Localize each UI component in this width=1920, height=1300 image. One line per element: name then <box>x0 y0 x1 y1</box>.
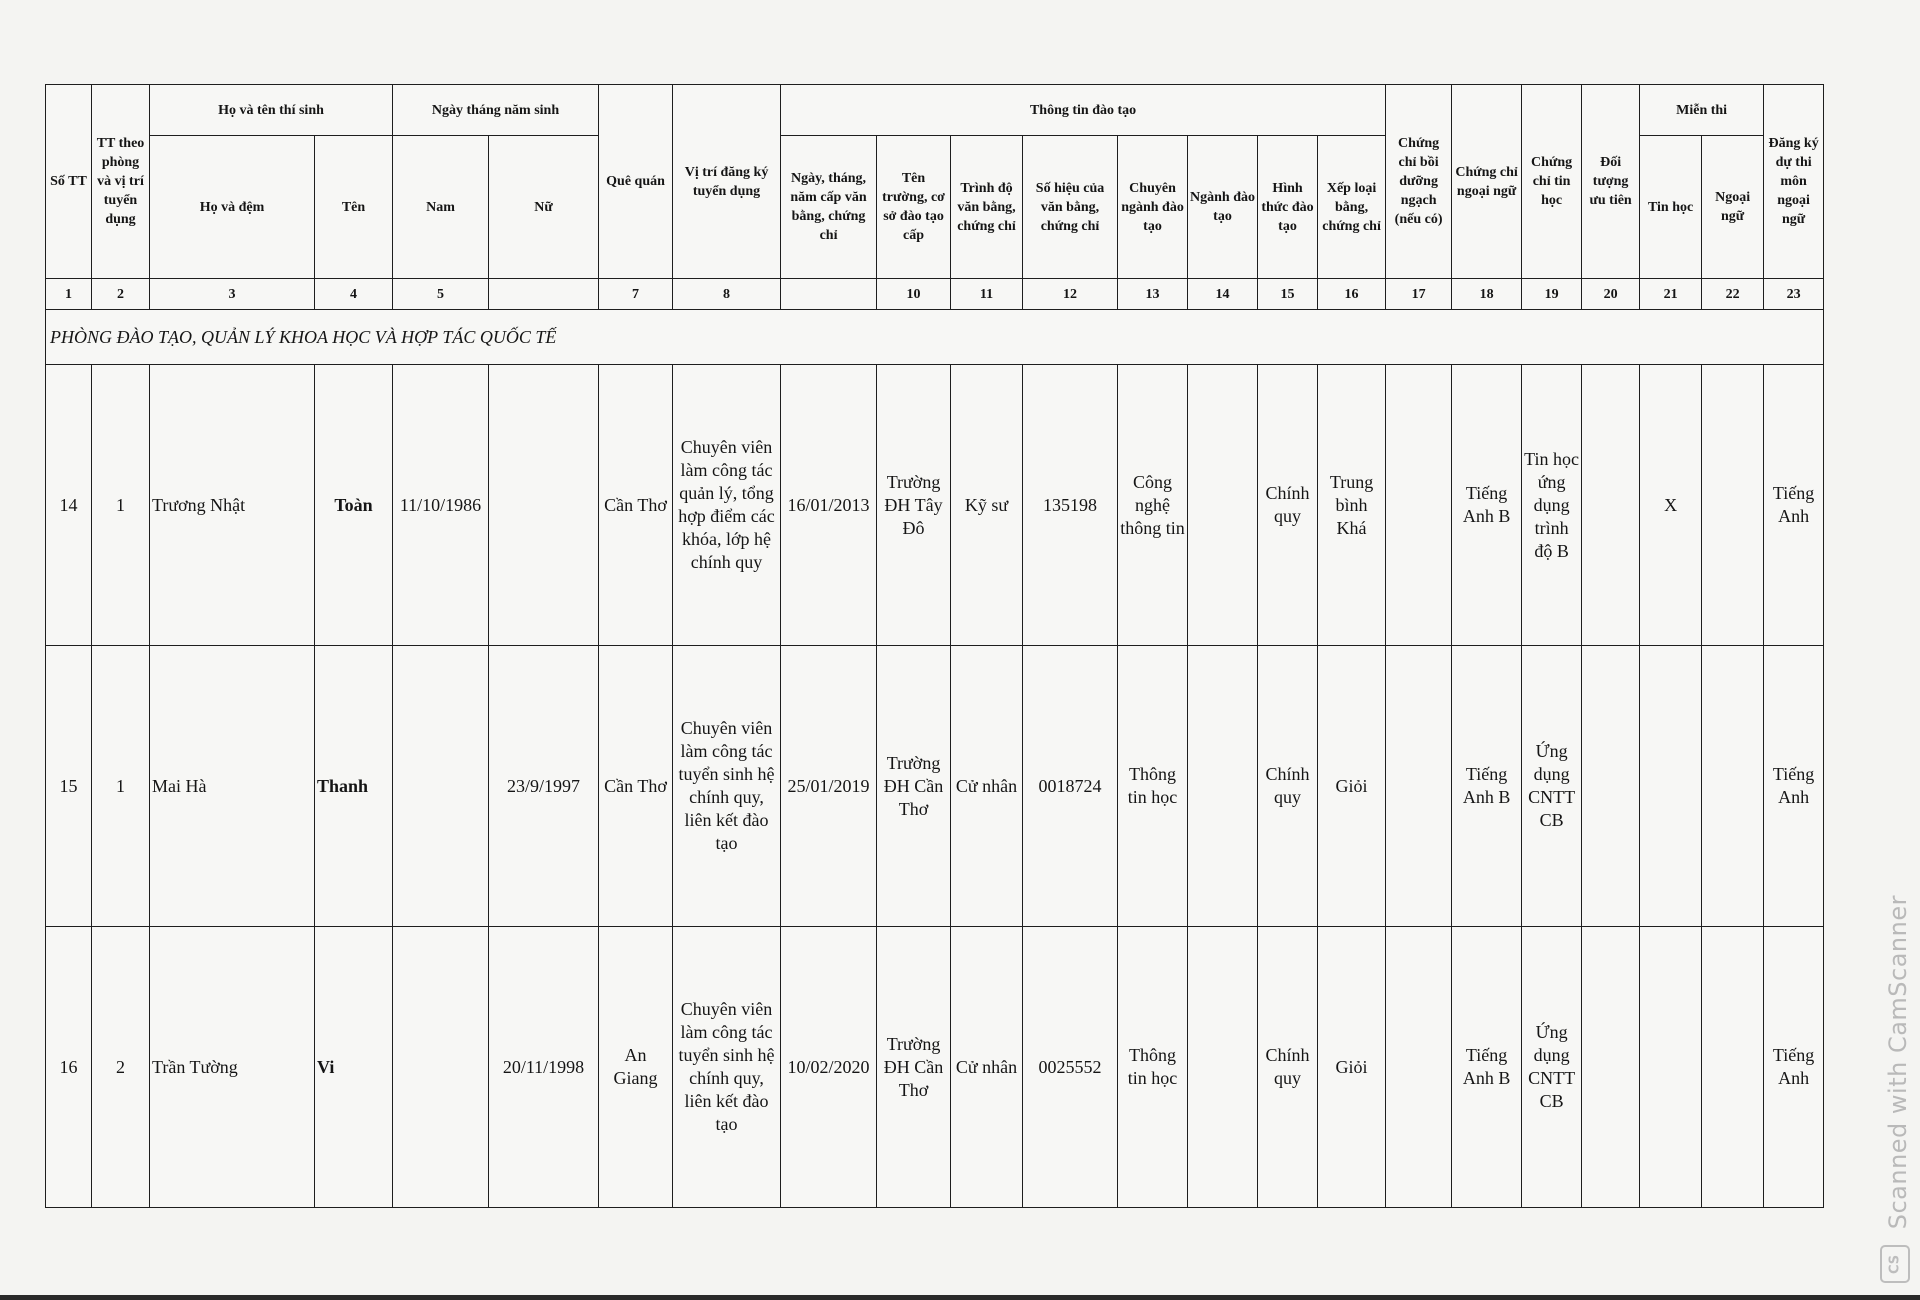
cell-ten-truong: Trường ĐH Cần Thơ <box>877 927 951 1208</box>
cell-so-hieu: 135198 <box>1023 365 1118 646</box>
cell-cc-boi-duong <box>1386 646 1452 927</box>
cell-hinh-thuc: Chính quy <box>1258 927 1318 1208</box>
cell-doi-tuong <box>1582 646 1640 927</box>
cell-mt-ngoai-ngu <box>1702 365 1764 646</box>
cell-que-quan: Cần Thơ <box>599 365 673 646</box>
cell-doi-tuong <box>1582 365 1640 646</box>
column-number: 20 <box>1582 279 1640 310</box>
column-number <box>781 279 877 310</box>
header-dang-ky: Đăng ký dự thi môn ngoại ngữ <box>1764 85 1824 279</box>
cell-cc-tin-hoc: Ứng dụng CNTT CB <box>1522 927 1582 1208</box>
cell-trinh-do: Cử nhân <box>951 927 1023 1208</box>
camscanner-watermark: Scanned with CamScanner <box>1884 895 1912 1230</box>
cell-nganh <box>1188 646 1258 927</box>
cell-cc-ngoai-ngu: Tiếng Anh B <box>1452 365 1522 646</box>
cell-so-tt: 15 <box>46 646 92 927</box>
cell-cc-boi-duong <box>1386 365 1452 646</box>
cell-ngay-cap: 10/02/2020 <box>781 927 877 1208</box>
header-so-tt: Số TT <box>46 85 92 279</box>
cell-nam <box>393 646 489 927</box>
cell-xep-loai: Giỏi <box>1318 646 1386 927</box>
cell-so-hieu: 0025552 <box>1023 927 1118 1208</box>
cell-nam: 11/10/1986 <box>393 365 489 646</box>
header-que-quan: Quê quán <box>599 85 673 279</box>
cell-ngay-cap: 16/01/2013 <box>781 365 877 646</box>
cell-trinh-do: Cử nhân <box>951 646 1023 927</box>
cell-cc-ngoai-ngu: Tiếng Anh B <box>1452 927 1522 1208</box>
table-row <box>46 365 1824 646</box>
cell-mt-tin-hoc <box>1640 927 1702 1208</box>
cell-nu <box>489 365 599 646</box>
column-number: 12 <box>1023 279 1118 310</box>
cell-nam <box>393 927 489 1208</box>
cell-so-hieu: 0018724 <box>1023 646 1118 927</box>
header-nam: Nam <box>393 136 489 279</box>
header-ten-truong: Tên trường, cơ sở đào tạo cấp <box>877 136 951 279</box>
cell-so-tt: 16 <box>46 927 92 1208</box>
cell-ten: Thanh <box>315 646 393 927</box>
cell-chuyen-nganh: Thông tin học <box>1118 646 1188 927</box>
camscanner-logo-icon: CS <box>1880 1245 1910 1283</box>
column-number: 18 <box>1452 279 1522 310</box>
header-tt-theo: TT theo phòng và vị trí tuyển dụng <box>92 85 150 279</box>
cell-so-tt: 14 <box>46 365 92 646</box>
header-so-hieu: Số hiệu của văn bằng, chứng chỉ <box>1023 136 1118 279</box>
cell-vi-tri: Chuyên viên làm công tác tuyển sinh hệ chính quy, liên kết đào tạo <box>673 927 781 1208</box>
cell-nu: 23/9/1997 <box>489 646 599 927</box>
scan-edge-divider <box>0 1295 1920 1300</box>
cell-ho-dem: Trần Tường <box>150 927 315 1208</box>
cell-que-quan: An Giang <box>599 927 673 1208</box>
column-number: 15 <box>1258 279 1318 310</box>
cell-nganh <box>1188 365 1258 646</box>
cell-cc-boi-duong <box>1386 927 1452 1208</box>
header-ho-ten-group: Họ và tên thí sinh <box>150 85 393 136</box>
cell-mt-ngoai-ngu <box>1702 927 1764 1208</box>
header-trinh-do: Trình độ văn bằng, chứng chỉ <box>951 136 1023 279</box>
column-number: 14 <box>1188 279 1258 310</box>
cell-nu: 20/11/1998 <box>489 927 599 1208</box>
column-number: 21 <box>1640 279 1702 310</box>
header-xep-loai: Xếp loại bằng, chứng chỉ <box>1318 136 1386 279</box>
header-nu: Nữ <box>489 136 599 279</box>
column-number: 11 <box>951 279 1023 310</box>
cell-mt-tin-hoc <box>1640 646 1702 927</box>
header-cc-boi-duong: Chứng chỉ bồi dưỡng ngạch (nếu có) <box>1386 85 1452 279</box>
cell-doi-tuong <box>1582 927 1640 1208</box>
header-mien-thi: Miễn thi <box>1640 85 1764 136</box>
header-vi-tri: Vị trí đăng ký tuyển dụng <box>673 85 781 279</box>
column-number: 8 <box>673 279 781 310</box>
column-number: 2 <box>92 279 150 310</box>
section-title: PHÒNG ĐÀO TẠO, QUẢN LÝ KHOA HỌC VÀ HỢP TÁC QUỐC TẾ <box>46 310 1824 365</box>
header-ngay-sinh-group: Ngày tháng năm sinh <box>393 85 599 136</box>
header-mt-ngoai-ngu: Ngoại ngữ <box>1702 136 1764 279</box>
table-header <box>46 85 1824 310</box>
cell-cc-tin-hoc: Tin học ứng dụng trình độ B <box>1522 365 1582 646</box>
cell-vi-tri: Chuyên viên làm công tác tuyển sinh hệ chính quy, liên kết đào tạo <box>673 646 781 927</box>
header-ho-dem: Họ và đệm <box>150 136 315 279</box>
cell-ho-dem: Trương Nhật <box>150 365 315 646</box>
cell-mt-tin-hoc: X <box>1640 365 1702 646</box>
header-mt-tin-hoc: Tin học <box>1640 136 1702 279</box>
table-row <box>46 927 1824 1208</box>
candidate-table <box>45 84 1824 1208</box>
cell-tt: 2 <box>92 927 150 1208</box>
column-number: 22 <box>1702 279 1764 310</box>
cell-chuyen-nganh: Công nghệ thông tin <box>1118 365 1188 646</box>
header-nganh: Ngành đào tạo <box>1188 136 1258 279</box>
column-number: 1 <box>46 279 92 310</box>
cell-cc-ngoai-ngu: Tiếng Anh B <box>1452 646 1522 927</box>
cell-tt: 1 <box>92 646 150 927</box>
column-number-row <box>46 279 1824 310</box>
column-number: 4 <box>315 279 393 310</box>
header-doi-tuong: Đối tượng ưu tiên <box>1582 85 1640 279</box>
cell-xep-loai: Giỏi <box>1318 927 1386 1208</box>
section-row <box>46 310 1824 365</box>
cell-chuyen-nganh: Thông tin học <box>1118 927 1188 1208</box>
column-number <box>489 279 599 310</box>
column-number: 19 <box>1522 279 1582 310</box>
column-number: 17 <box>1386 279 1452 310</box>
header-cc-ngoai-ngu: Chứng chỉ ngoại ngữ <box>1452 85 1522 279</box>
cell-tt: 1 <box>92 365 150 646</box>
cell-cc-tin-hoc: Ứng dụng CNTT CB <box>1522 646 1582 927</box>
column-number: 3 <box>150 279 315 310</box>
cell-ho-dem: Mai Hà <box>150 646 315 927</box>
column-number: 16 <box>1318 279 1386 310</box>
column-number: 23 <box>1764 279 1824 310</box>
cell-ten-truong: Trường ĐH Tây Đô <box>877 365 951 646</box>
cell-ngay-cap: 25/01/2019 <box>781 646 877 927</box>
header-dao-tao-group: Thông tin đào tạo <box>781 85 1386 136</box>
cell-nganh <box>1188 927 1258 1208</box>
cell-ten: Vi <box>315 927 393 1208</box>
cell-vi-tri: Chuyên viên làm công tác quản lý, tổng hợp điểm các khóa, lớp hệ chính quy <box>673 365 781 646</box>
cell-dang-ky: Tiếng Anh <box>1764 646 1824 927</box>
table-row <box>46 646 1824 927</box>
cell-hinh-thuc: Chính quy <box>1258 646 1318 927</box>
header-hinh-thuc: Hình thức đào tạo <box>1258 136 1318 279</box>
column-number: 10 <box>877 279 951 310</box>
header-chuyen-nganh: Chuyên ngành đào tạo <box>1118 136 1188 279</box>
cell-ten: Toàn <box>315 365 393 646</box>
cell-ten-truong: Trường ĐH Cần Thơ <box>877 646 951 927</box>
header-cc-tin-hoc: Chứng chỉ tin học <box>1522 85 1582 279</box>
cell-xep-loai: Trung bình Khá <box>1318 365 1386 646</box>
cell-hinh-thuc: Chính quy <box>1258 365 1318 646</box>
column-number: 13 <box>1118 279 1188 310</box>
cell-dang-ky: Tiếng Anh <box>1764 927 1824 1208</box>
cell-trinh-do: Kỹ sư <box>951 365 1023 646</box>
cell-que-quan: Cần Thơ <box>599 646 673 927</box>
header-ngay-cap: Ngày, tháng, năm cấp văn bằng, chứng chỉ <box>781 136 877 279</box>
header-ten: Tên <box>315 136 393 279</box>
cell-dang-ky: Tiếng Anh <box>1764 365 1824 646</box>
cell-mt-ngoai-ngu <box>1702 646 1764 927</box>
column-number: 7 <box>599 279 673 310</box>
column-number: 5 <box>393 279 489 310</box>
